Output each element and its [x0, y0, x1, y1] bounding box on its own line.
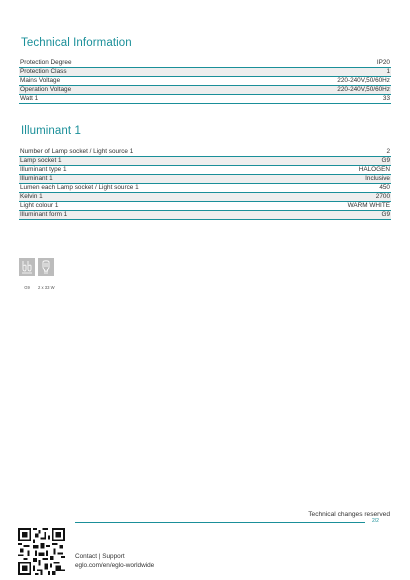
- row-label: Kelvin 1: [20, 193, 43, 200]
- qr-code[interactable]: [18, 528, 65, 575]
- row-label: Lumen each Lamp socket / Light source 1: [20, 184, 139, 191]
- table-row: [19, 148, 391, 157]
- illuminant-table: [19, 148, 391, 220]
- row-value: 2700: [375, 193, 390, 200]
- table-row: [19, 184, 391, 193]
- row-value: 220-240V,50/60Hz: [337, 77, 390, 84]
- row-label: Protection Class: [20, 68, 67, 75]
- wattage-label: 2 x 33 W: [38, 285, 55, 290]
- footer-divider: [75, 522, 365, 523]
- row-label: Protection Degree: [20, 59, 72, 66]
- row-value: 1: [386, 68, 390, 75]
- row-label: Light colour 1: [20, 202, 59, 209]
- row-value: G9: [381, 157, 390, 164]
- row-value: Inclusive: [365, 175, 390, 182]
- table-row: [19, 157, 391, 166]
- row-label: Illuminant 1: [20, 175, 53, 182]
- row-value: G9: [381, 211, 390, 218]
- table-row: [19, 166, 391, 175]
- row-label: Illuminant form 1: [20, 211, 68, 218]
- table-row: [19, 77, 391, 86]
- table-row: [19, 202, 391, 211]
- row-label: Illuminant type 1: [20, 166, 67, 173]
- illuminant-title: Illuminant 1: [21, 125, 82, 137]
- technical-information-table: [19, 59, 391, 104]
- row-value: HALOGEN: [358, 166, 390, 173]
- page-number: 2/2: [372, 518, 379, 524]
- feature-icon-labels: [19, 285, 62, 290]
- row-value: 450: [379, 184, 390, 191]
- g9-socket-icon: [19, 258, 35, 276]
- technical-information-title: Technical Information: [21, 37, 132, 49]
- table-row: [19, 193, 391, 202]
- row-label: Mains Voltage: [20, 77, 61, 84]
- row-label: Lamp socket 1: [20, 157, 62, 164]
- row-label: Number of Lamp socket / Light source 1: [20, 148, 134, 155]
- row-value: IP20: [376, 59, 390, 66]
- row-value: WARM WHITE: [347, 202, 390, 209]
- bulb-icon: [38, 258, 54, 276]
- technical-changes-note: Technical changes reserved: [308, 511, 390, 518]
- contact-support-link[interactable]: Contact | Support: [75, 553, 125, 560]
- row-value: 220-240V,50/60Hz: [337, 86, 390, 93]
- row-label: Operation Voltage: [20, 86, 72, 93]
- row-value: 33: [382, 95, 390, 102]
- table-row: [19, 175, 391, 184]
- row-label: Watt 1: [20, 95, 39, 102]
- row-value: 2: [386, 148, 390, 155]
- feature-icons: [19, 258, 54, 276]
- g9-label: G9: [24, 285, 30, 290]
- table-row: [19, 95, 391, 104]
- contact-block: [75, 552, 154, 570]
- table-row: [19, 59, 391, 68]
- table-row: [19, 211, 391, 220]
- table-row: [19, 86, 391, 95]
- website-link[interactable]: eglo.com/en/eglo-worldwide: [75, 562, 155, 569]
- table-row: [19, 68, 391, 77]
